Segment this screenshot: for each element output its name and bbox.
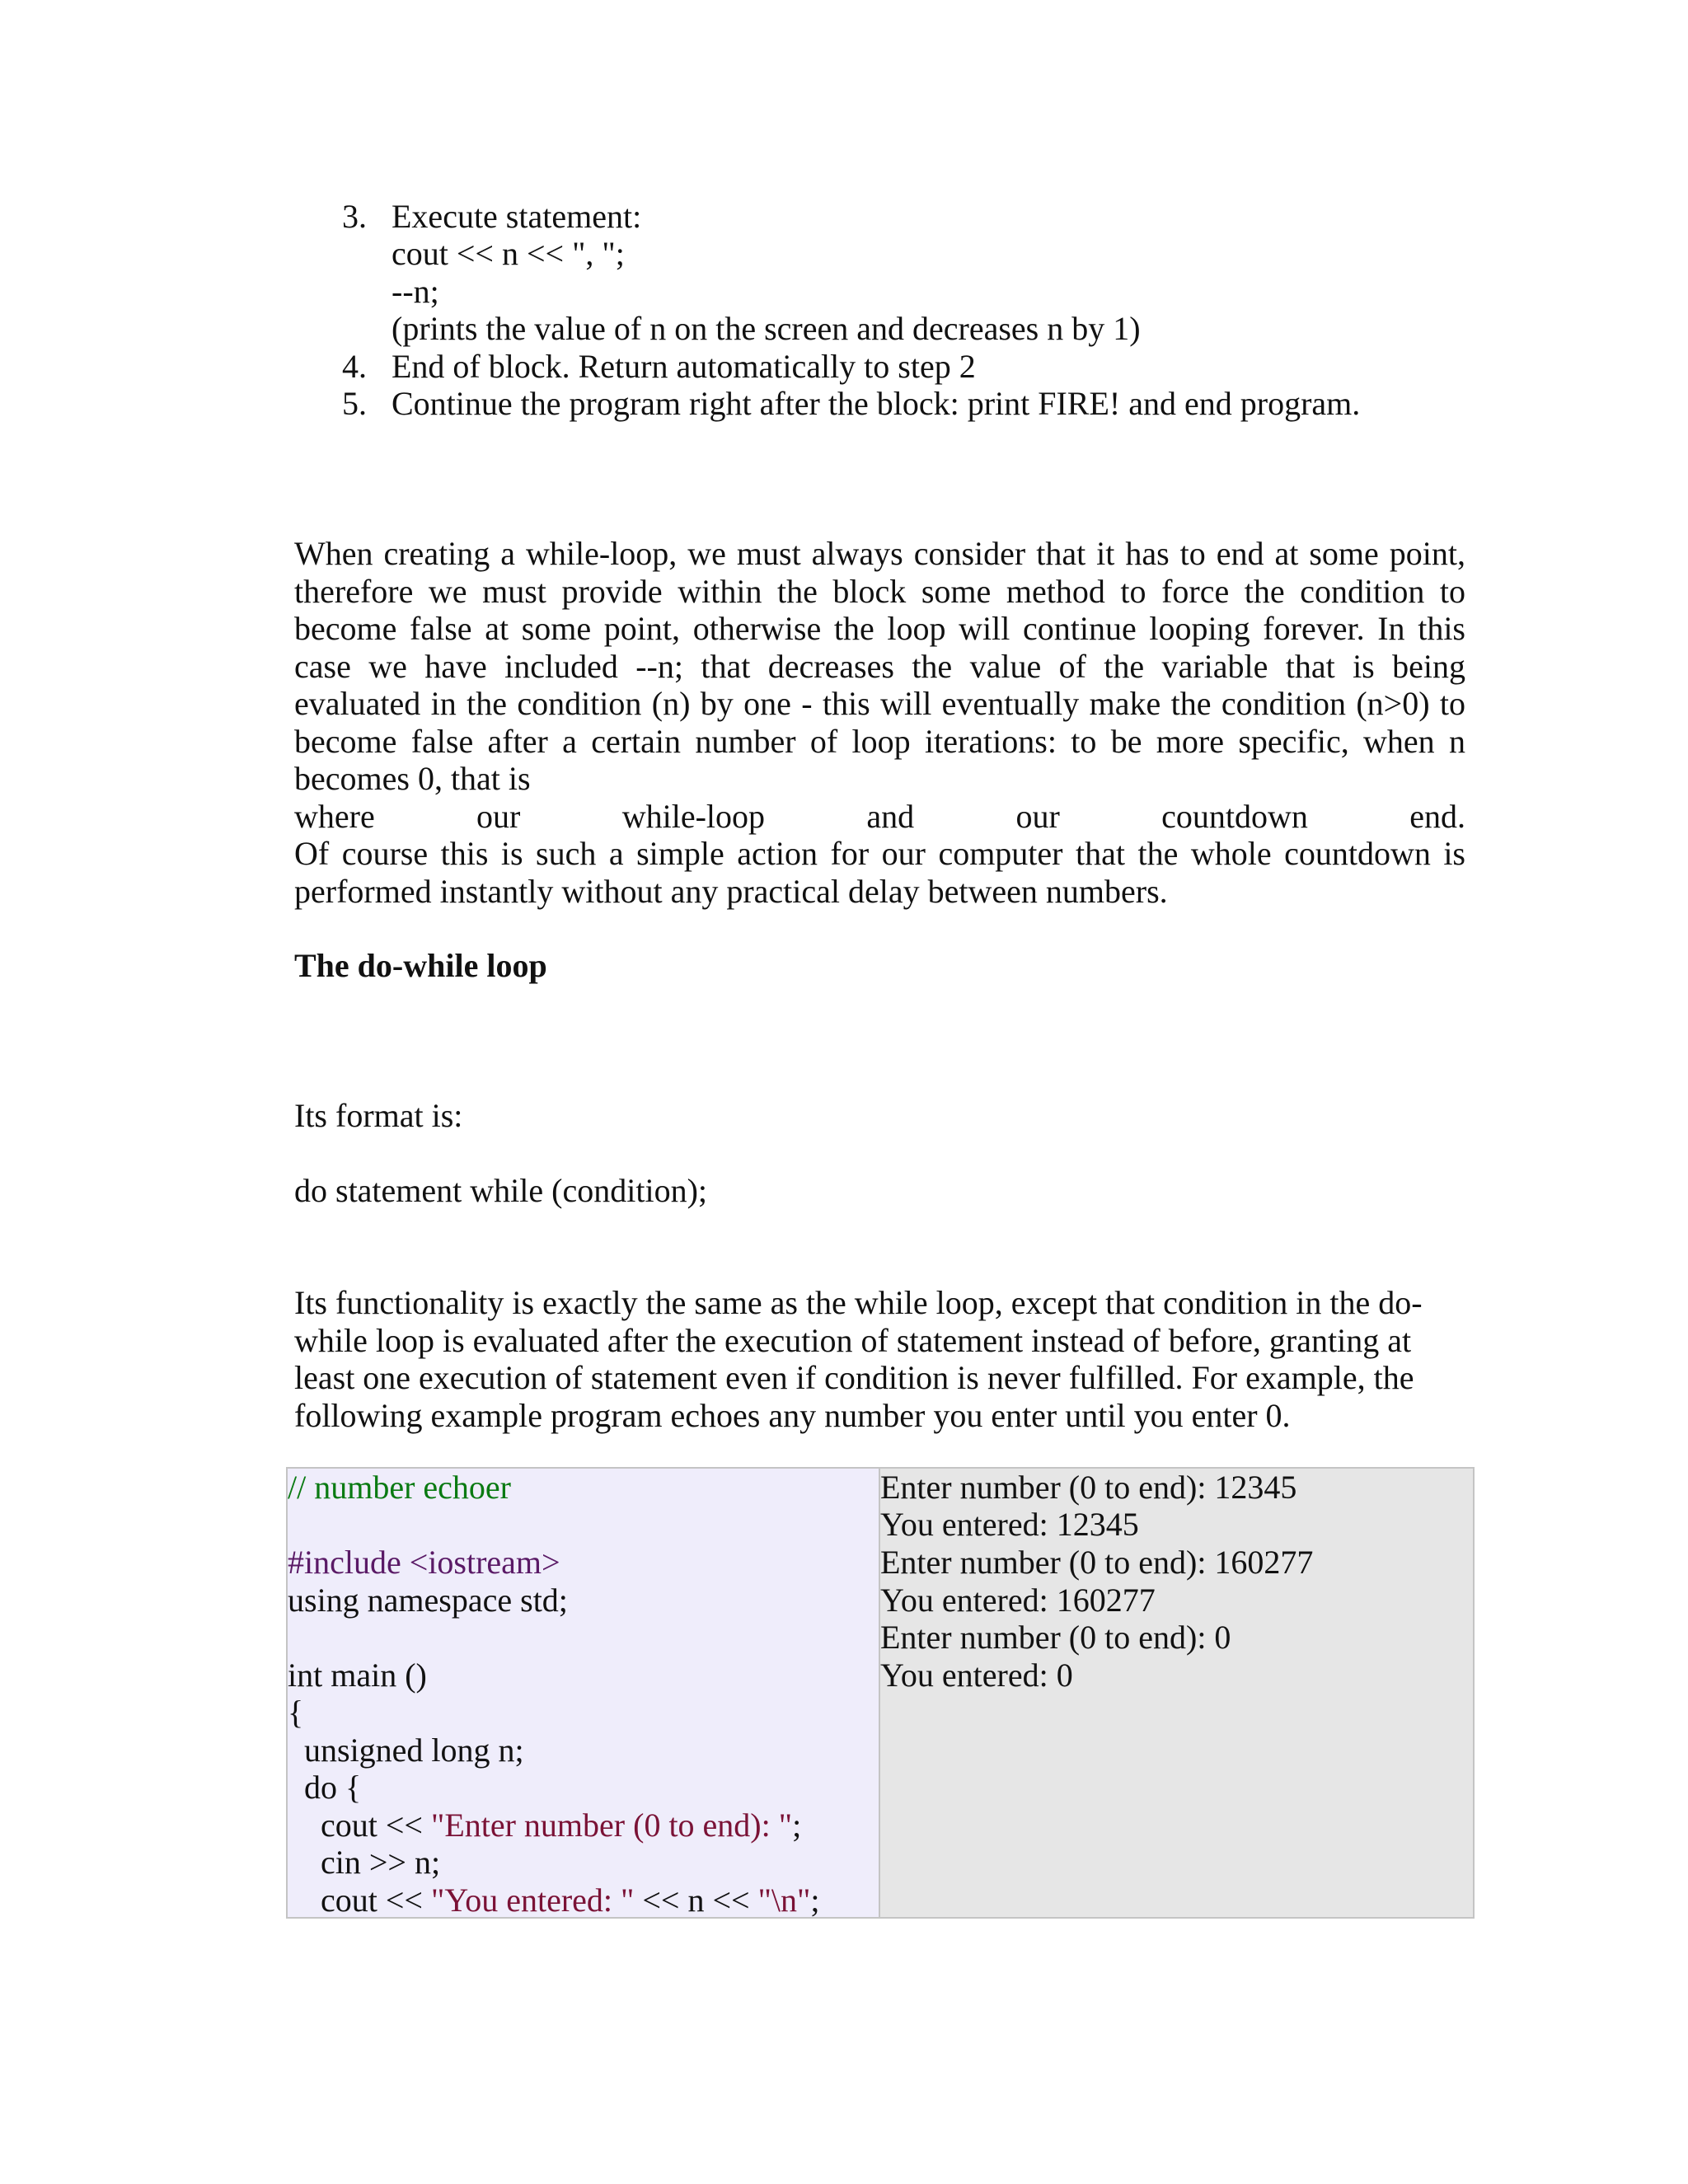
code-decl: unsigned long n; [288,1732,524,1769]
step-number: 3. [342,198,367,235]
code-token: << n << [634,1882,758,1919]
code-do: do { [288,1769,362,1806]
code-cout-prompt [288,1807,801,1844]
paragraph-body: When creating a while-loop, we must always consider that it has to end at some point, therefore we must provide within the block some method to force the condition to become false at some point, otherwise the loop will continue looping forever. In this case we have included --n; that decreases the value of the variable that is being evaluated in the condition (n) by one - this will eventually make the condition (n>0) to become false after a certain number of loop iterations: to be more specific, when n becomes 0, that is [294,535,1465,797]
step-number: 4. [342,348,367,385]
code-token: cout << [288,1882,431,1919]
code-token: cout << [288,1807,431,1844]
format-syntax: do statement while (condition); [294,1172,707,1209]
code-main: int main () [288,1657,427,1694]
paragraph-last-line: where our while-loop and our countdown end. [294,797,1465,835]
step-text: End of block. Return automatically to step 2 [392,348,976,385]
code-cin: cin >> n; [288,1844,441,1881]
step-note: (prints the value of n on the screen and decreases n by 1) [392,310,1141,347]
code-include: #include <iostream> [288,1544,560,1581]
format-intro: Its format is: [294,1097,463,1134]
step-text: Continue the program right after the block: print FIRE! and end program. [392,385,1361,422]
code-example-table [286,1467,1475,1919]
paragraph-while-loop-end [294,535,1465,835]
paragraph-countdown-instant: Of course this is such a simple action for our computer that the whole countdown is performed instantly without any practical delay between numbers. [294,835,1465,910]
code-string: "\n" [757,1882,811,1919]
output-line: Enter number (0 to end): 160277 [880,1544,1314,1581]
output-line: Enter number (0 to end): 12345 [880,1469,1297,1506]
code-string: "You entered: " [430,1882,635,1919]
step-code-line: --n; [392,273,439,310]
code-brace: { [288,1694,304,1731]
paragraph-do-while-functionality: Its functionality is exactly the same as the while loop, except that condition in the do-while loop is evaluated after the execution of statement instead of before, granting at least one execution of statement even if condition is never fulfilled. For example, the following example program echoes any number you enter until you enter 0. [294,1284,1423,1434]
code-token: ; [792,1807,802,1844]
output-line: You entered: 160277 [880,1582,1156,1619]
step-text: Execute statement: [392,198,642,235]
code-comment: // number echoer [288,1469,511,1506]
code-token: ; [810,1882,820,1919]
output-line: You entered: 0 [880,1657,1073,1694]
code-using: using namespace std; [288,1582,568,1619]
output-line: Enter number (0 to end): 0 [880,1619,1231,1656]
output-line: You entered: 12345 [880,1506,1139,1543]
section-heading: The do-while loop [294,947,547,984]
code-cout-echo [288,1882,819,1919]
step-code-line: cout << n << ", "; [392,235,625,272]
code-string: "Enter number (0 to end): " [430,1807,793,1844]
step-number: 5. [342,385,367,422]
code-cell [288,1469,880,1917]
output-cell [880,1469,1473,1917]
